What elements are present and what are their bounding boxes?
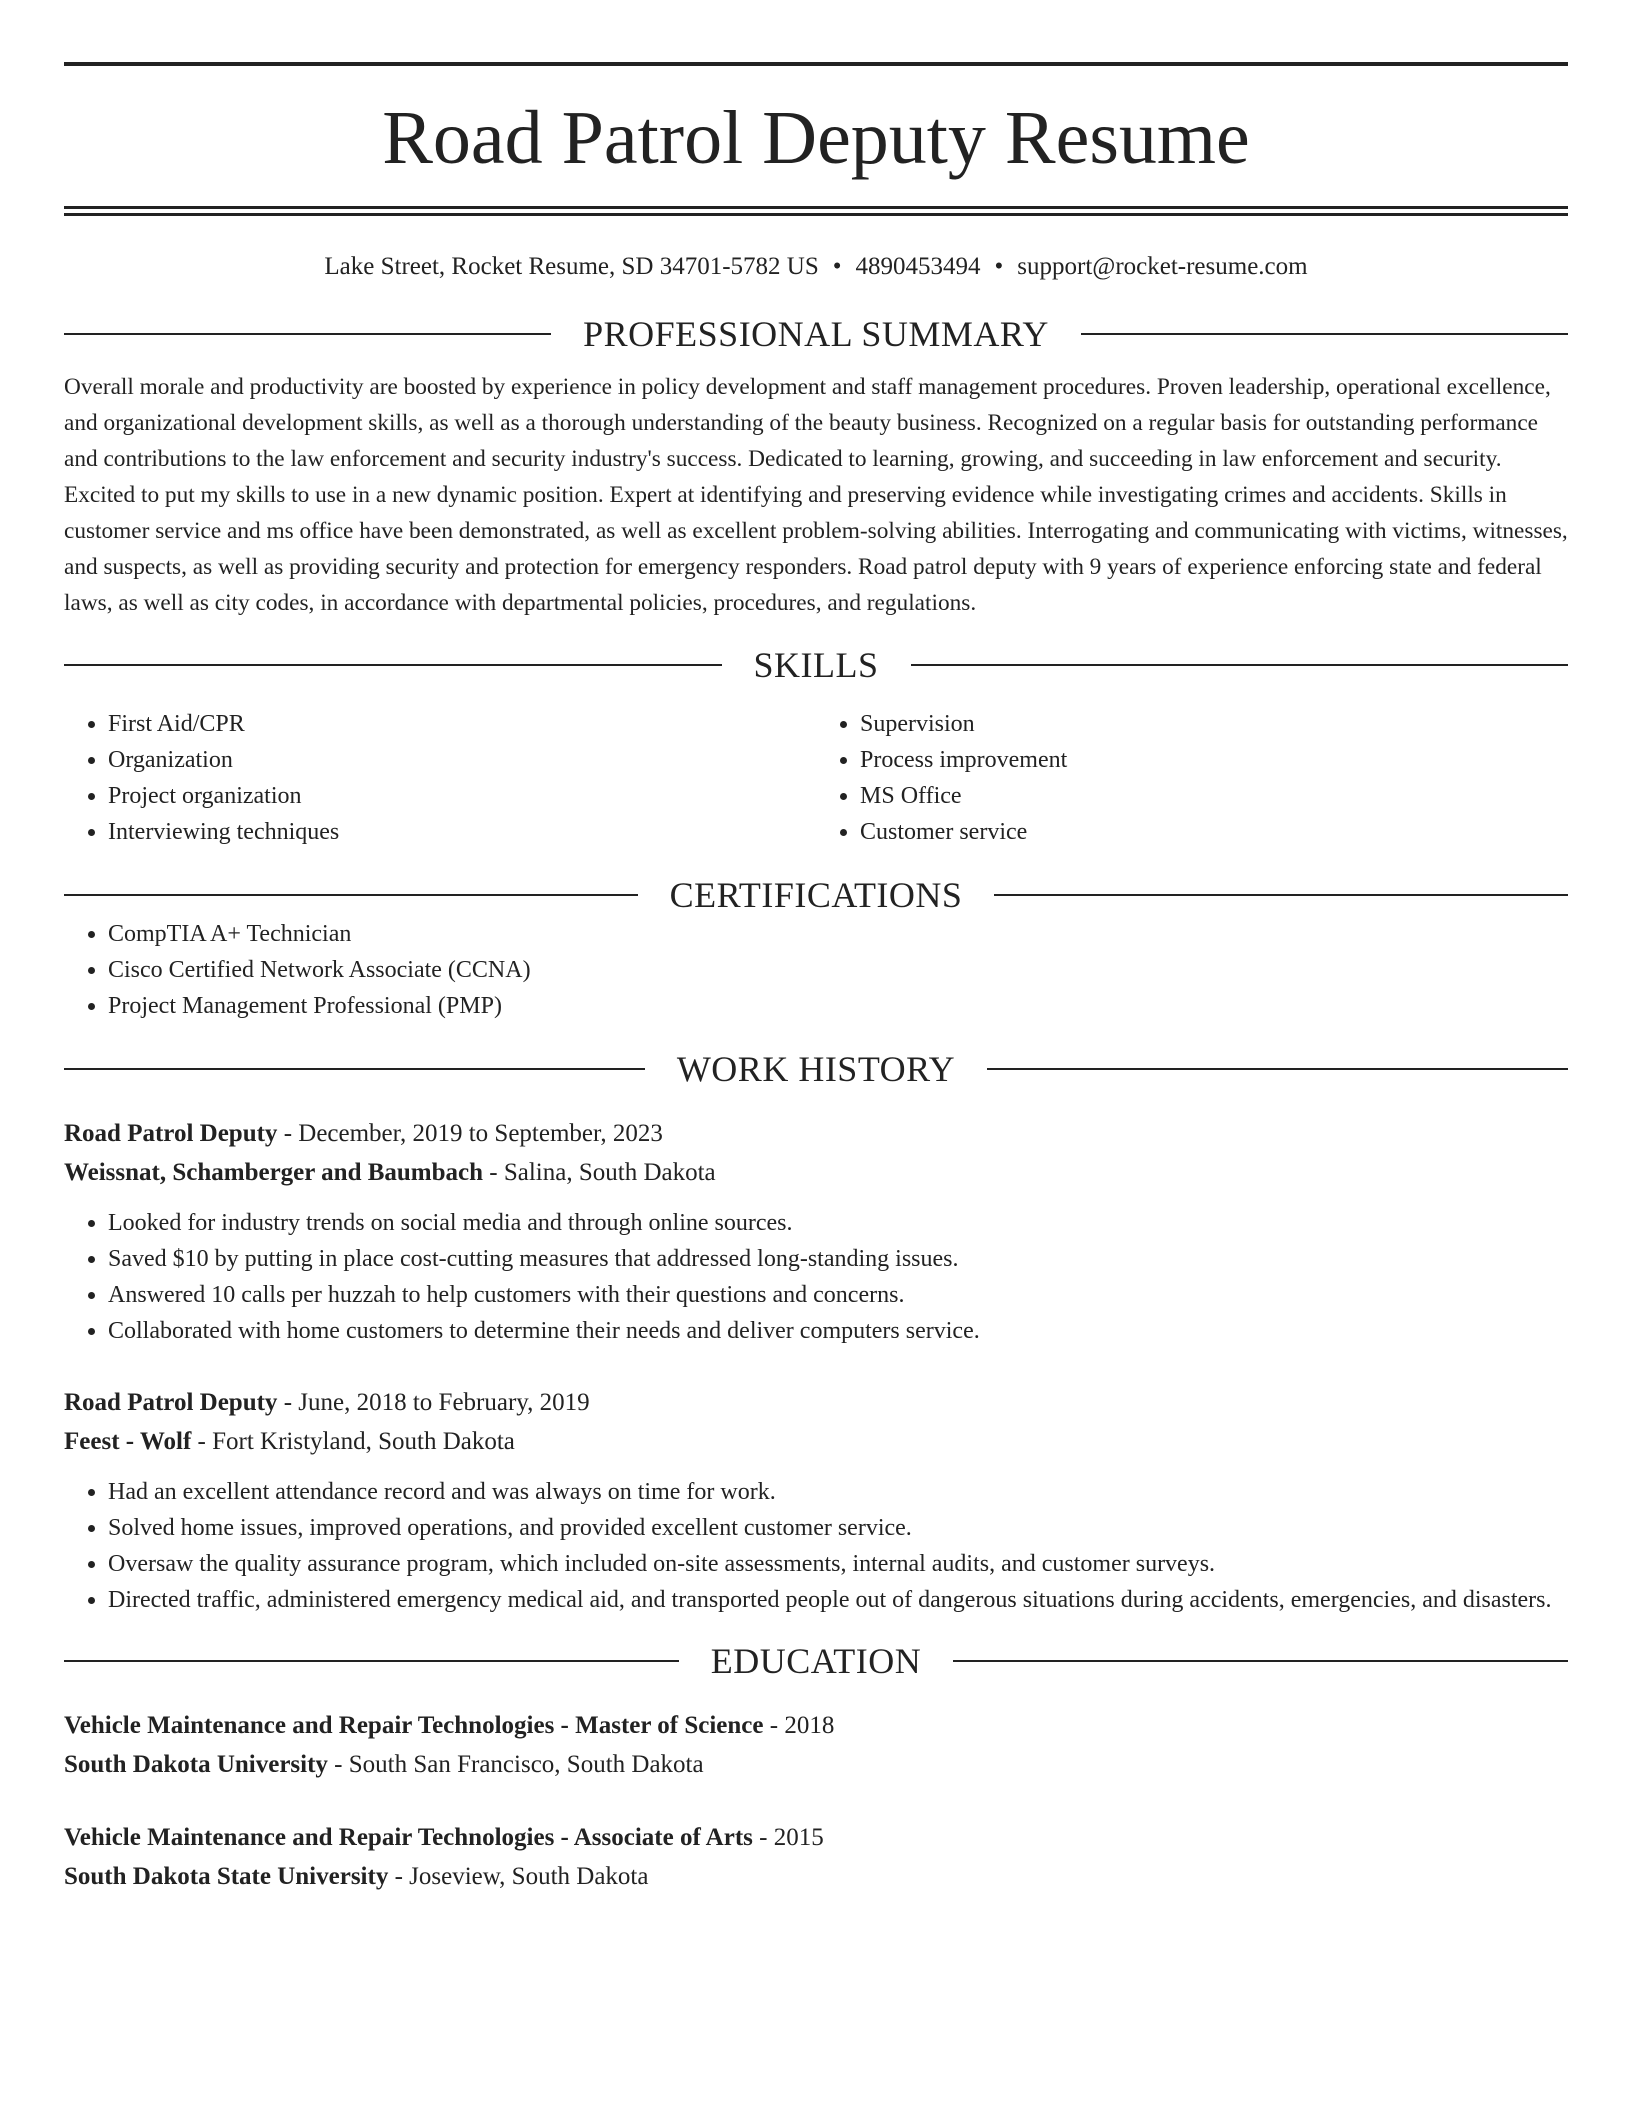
job-entry bbox=[64, 1114, 1568, 1349]
title-double-rule bbox=[64, 206, 1568, 216]
heading-rule-left bbox=[64, 894, 638, 896]
education-year: 2015 bbox=[773, 1824, 824, 1852]
heading-rule-left bbox=[64, 1068, 645, 1070]
skill-item: • Process improvement bbox=[860, 742, 1568, 778]
certifications-heading: CERTIFICATIONS bbox=[669, 875, 963, 916]
job-company: Feest - Wolf bbox=[64, 1428, 192, 1456]
skill-item: • Customer service bbox=[860, 814, 1568, 850]
skills-column-right bbox=[816, 706, 1568, 850]
education-heading: EDUCATION bbox=[710, 1641, 922, 1682]
education-degree-line: Vehicle Maintenance and Repair Technologies - Master of Science - 2018 bbox=[64, 1712, 835, 1740]
job-location: Fort Kristyland, South Dakota bbox=[212, 1428, 515, 1456]
contact-separator: • bbox=[994, 253, 1004, 280]
contact-email: support@rocket-resume.com bbox=[1017, 253, 1308, 280]
skill-item: • Interviewing techniques bbox=[108, 814, 816, 850]
job-title: Road Patrol Deputy bbox=[64, 1120, 278, 1148]
job-title-line: Road Patrol Deputy - June, 2018 to February, 2019 bbox=[64, 1389, 590, 1417]
job-duty-item: • Oversaw the quality assurance program, which included on-site assessments, internal audits, and customer surveys. bbox=[108, 1546, 1568, 1582]
skill-item: • Supervision bbox=[860, 706, 1568, 742]
skill-item: • First Aid/CPR bbox=[108, 706, 816, 742]
contact-phone: 4890453494 bbox=[855, 253, 981, 280]
page-title: Road Patrol Deputy Resume bbox=[382, 96, 1250, 180]
skill-item: • Organization bbox=[108, 742, 816, 778]
job-duties bbox=[64, 1205, 1568, 1349]
job-company: Weissnat, Schamberger and Baumbach bbox=[64, 1159, 484, 1187]
job-company-line: Feest - Wolf - Fort Kristyland, South Dakota bbox=[64, 1428, 515, 1456]
heading-rule-right bbox=[953, 1660, 1568, 1662]
education-entry bbox=[64, 1706, 1568, 1784]
job-company-line: Weissnat, Schamberger and Baumbach - Salina, South Dakota bbox=[64, 1159, 716, 1187]
skill-item: • Project organization bbox=[108, 778, 816, 814]
job-duty-item: • Saved $10 by putting in place cost-cutting measures that addressed long-standing issues. bbox=[108, 1241, 1568, 1277]
education-school: South Dakota State University bbox=[64, 1863, 389, 1891]
education-school: South Dakota University bbox=[64, 1751, 328, 1779]
education-location: Joseview, South Dakota bbox=[409, 1863, 649, 1891]
job-title: Road Patrol Deputy bbox=[64, 1389, 278, 1417]
skill-item: • MS Office bbox=[860, 778, 1568, 814]
heading-rule-right bbox=[987, 1068, 1568, 1070]
work-section-heading bbox=[64, 1048, 1568, 1090]
education-degree: Vehicle Maintenance and Repair Technologies - Master of Science bbox=[64, 1712, 764, 1740]
education-year: 2018 bbox=[784, 1712, 835, 1740]
job-dates: June, 2018 to February, 2019 bbox=[298, 1389, 590, 1417]
heading-rule-left bbox=[64, 664, 722, 666]
job-duty-item: • Answered 10 calls per huzzah to help customers with their questions and concerns. bbox=[108, 1277, 1568, 1313]
certifications-list bbox=[64, 916, 1568, 1024]
job-duty-item: • Directed traffic, administered emergency medical aid, and transported people out of dangerous situations during accidents, emergencies, and disasters. bbox=[108, 1582, 1568, 1618]
skills-section-heading bbox=[64, 644, 1568, 686]
education-degree: Vehicle Maintenance and Repair Technologies - Associate of Arts bbox=[64, 1824, 753, 1852]
skills-heading: SKILLS bbox=[753, 645, 879, 686]
contact-address: Lake Street, Rocket Resume, SD 34701-5782 US bbox=[324, 253, 819, 280]
heading-rule-right bbox=[911, 664, 1569, 666]
education-entry bbox=[64, 1818, 1568, 1896]
certification-item: • CompTIA A+ Technician bbox=[108, 916, 1568, 952]
education-school-line: South Dakota University - South San Francisco, South Dakota bbox=[64, 1751, 704, 1779]
job-duties bbox=[64, 1474, 1568, 1618]
certification-item: • Project Management Professional (PMP) bbox=[108, 988, 1568, 1024]
job-duty-item: • Collaborated with home customers to determine their needs and deliver computers service. bbox=[108, 1313, 1568, 1349]
skills-list bbox=[64, 706, 1568, 850]
summary-heading: PROFESSIONAL SUMMARY bbox=[583, 314, 1049, 354]
certification-item: • Cisco Certified Network Associate (CCNA) bbox=[108, 952, 1568, 988]
education-location: South San Francisco, South Dakota bbox=[348, 1751, 704, 1779]
heading-rule-right bbox=[1081, 333, 1568, 335]
heading-rule-left bbox=[64, 1660, 679, 1662]
education-section-heading bbox=[64, 1640, 1568, 1682]
contact-separator: • bbox=[832, 253, 842, 280]
job-duty-item: • Solved home issues, improved operations, and provided excellent customer service. bbox=[108, 1510, 1568, 1546]
education-school-line: South Dakota State University - Joseview, South Dakota bbox=[64, 1863, 649, 1891]
heading-rule-right bbox=[994, 894, 1568, 896]
skills-column-left bbox=[64, 706, 816, 850]
resume-page bbox=[64, 0, 1568, 1896]
heading-rule-left bbox=[64, 333, 551, 335]
certifications-section-heading bbox=[64, 874, 1568, 916]
job-location: Salina, South Dakota bbox=[503, 1159, 716, 1187]
job-dates: December, 2019 to September, 2023 bbox=[298, 1120, 663, 1148]
work-heading: WORK HISTORY bbox=[676, 1049, 956, 1090]
job-duty-item: • Looked for industry trends on social media and through online sources. bbox=[108, 1205, 1568, 1241]
contact-line bbox=[64, 253, 1568, 281]
top-rule bbox=[64, 62, 1568, 66]
job-duty-item: • Had an excellent attendance record and was always on time for work. bbox=[108, 1474, 1568, 1510]
job-title-line: Road Patrol Deputy - December, 2019 to September, 2023 bbox=[64, 1120, 663, 1148]
summary-section-heading bbox=[64, 313, 1568, 355]
job-entry bbox=[64, 1383, 1568, 1618]
summary-text: Overall morale and productivity are boosted by experience in policy development and staff management procedures. Proven leadership, operational excellence, and organizational development skills, as well as a thorough understanding of the beauty business. Recognized on a regular basis for outstanding performance and contributions to the law enforcement and security industry's success. Dedicated to learning, growing, and succeeding in law enforcement and security. Excited to put my skills to use in a new dynamic position. Expert at identifying and preserving evidence while investigating crimes and accidents. Skills in customer service and ms office have been demonstrated, as well as excellent problem-solving abilities. Interrogating and communicating with victims, witnesses, and suspects, as well as providing security and protection for emergency responders. Road patrol deputy with 9 years of experience enforcing state and federal laws, as well as city codes, in accordance with departmental policies, procedures, and regulations. bbox=[64, 374, 1568, 616]
education-degree-line: Vehicle Maintenance and Repair Technologies - Associate of Arts - 2015 bbox=[64, 1824, 824, 1852]
